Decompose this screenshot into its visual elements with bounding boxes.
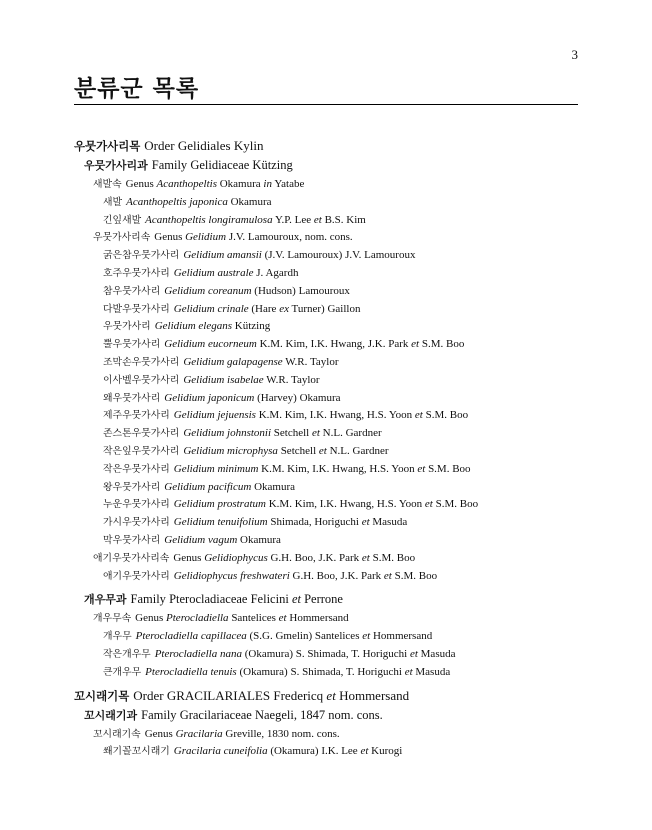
authority: Family Gracilariaceae Naegeli, 1847 nom. cons. xyxy=(141,707,383,722)
taxon-entry xyxy=(93,229,353,243)
taxon-entry xyxy=(103,212,366,226)
korean-name: 호주우뭇가사리 xyxy=(103,268,170,279)
authority: Kützing xyxy=(234,320,271,333)
korean-name: 꼬시래기과 xyxy=(84,708,138,722)
taxon-entry xyxy=(84,707,383,723)
scientific-name: Gelidium crinale xyxy=(173,302,249,315)
korean-name: 개우무과 xyxy=(84,593,127,607)
taxon-entry xyxy=(103,568,437,582)
scientific-name: Pterocladiella tenuis xyxy=(145,665,237,678)
taxon-entry xyxy=(103,664,450,678)
authority: K.M. Kim, I.K. Hwang, H.S. Yoon et S.M. Boo xyxy=(258,409,469,422)
korean-name: 다발우뭇가사리 xyxy=(103,303,170,315)
scientific-name: Gelidium tenuifolium xyxy=(173,516,268,529)
korean-name: 막우뭇가사리 xyxy=(103,535,161,546)
korean-name: 가시우뭇가사리 xyxy=(103,517,170,529)
authority: Genus Gelidiophycus G.H. Boo, J.K. Park et S.M. Boo xyxy=(173,551,416,564)
authority: Shimada, Horiguchi et Masuda xyxy=(270,516,408,529)
korean-name: 우뭇가사리과 xyxy=(84,159,148,172)
korean-name: 제주우뭇가사리 xyxy=(103,410,170,422)
taxon-entry xyxy=(103,194,272,208)
taxon-entry xyxy=(103,532,281,546)
korean-name: 꼬시래기목 xyxy=(74,688,130,703)
korean-name: 이사벨우뭇가사리 xyxy=(103,374,180,386)
taxon-entry xyxy=(74,138,263,154)
korean-name: 애기우뭇가사리 xyxy=(103,570,170,582)
taxon-entry xyxy=(103,265,298,279)
authority: Order Gelidiales Kylin xyxy=(144,138,264,153)
scientific-name: Acanthopeltis longiramulosa xyxy=(145,213,273,226)
authority: (Harvey) Okamura xyxy=(257,391,341,404)
korean-name: 존스톤우뭇가사리 xyxy=(103,428,180,440)
taxon-entry xyxy=(103,336,464,350)
authority: K.M. Kim, I.K. Hwang, H.S. Yoon et S.M. Boo xyxy=(261,462,471,475)
taxon-entry xyxy=(84,591,343,607)
scientific-name: Gracilaria cuneifolia xyxy=(173,745,268,758)
scientific-name: Gelidiophycus freshwateri xyxy=(173,569,290,582)
scientific-name: Pterocladiella capillacea xyxy=(135,630,247,643)
authority: Okamura xyxy=(254,480,296,493)
taxon-entry xyxy=(103,479,295,493)
korean-name: 긴잎새발 xyxy=(103,214,142,226)
taxon-entry xyxy=(103,628,432,642)
korean-name: 작은잎우뭇가사리 xyxy=(103,446,180,457)
authority: (S.G. Gmelin) Santelices et Hommersand xyxy=(249,630,433,643)
scientific-name: Pterocladiella nana xyxy=(154,648,242,660)
scientific-name: Gelidium eucorneum xyxy=(164,338,257,351)
authority: Family Pterocladiaceae Felicini et Perrone xyxy=(130,592,343,607)
authority: Genus Gelidium J.V. Lamouroux, nom. cons. xyxy=(154,231,353,244)
taxon-entry xyxy=(93,176,304,190)
authority: Y.P. Lee et B.S. Kim xyxy=(274,213,366,226)
korean-name: 작은개우무 xyxy=(103,649,151,660)
page-number: 3 xyxy=(571,47,578,62)
scientific-name: Gelidium australe xyxy=(173,267,254,279)
authority: K.M. Kim, I.K. Hwang, J.K. Park et S.M. Boo xyxy=(259,338,465,351)
taxon-entry xyxy=(103,443,389,457)
scientific-name: Gelidium microphysa xyxy=(183,445,278,457)
korean-name: 우뭇가사리속 xyxy=(93,232,151,244)
taxon-entry xyxy=(103,425,382,439)
scientific-name: Gelidium johnstonii xyxy=(183,427,272,440)
korean-name: 쐐기꼴꼬시래기 xyxy=(103,746,170,758)
korean-name: 조막손우뭇가사리 xyxy=(103,357,180,368)
authority: Genus Pterocladiella Santelices et Hommersand xyxy=(135,612,349,625)
korean-name: 꼬시래기속 xyxy=(93,728,141,740)
authority: Setchell et N.L. Gardner xyxy=(273,427,382,440)
korean-name: 큰개우무 xyxy=(103,666,142,678)
scientific-name: Gelidium elegans xyxy=(154,320,232,333)
authority: (Okamura) I.K. Lee et Kurogi xyxy=(270,745,403,758)
scientific-name: Gelidium galapagense xyxy=(183,356,283,368)
authority: (Hare ex Turner) Gaillon xyxy=(251,302,361,315)
authority: (Hudson) Lamouroux xyxy=(254,284,350,297)
taxon-entry xyxy=(93,550,415,564)
korean-name: 애기우뭇가사리속 xyxy=(93,552,170,564)
korean-name: 새발 xyxy=(103,196,123,208)
scientific-name: Gelidium prostratum xyxy=(173,498,266,511)
authority: W.R. Taylor xyxy=(266,373,320,386)
taxon-entry xyxy=(103,318,270,332)
authority: Okamura xyxy=(240,534,281,546)
korean-name: 우뭇가사리목 xyxy=(74,139,141,153)
authority: (Okamura) S. Shimada, T. Horiguchi et Masuda xyxy=(244,648,456,660)
korean-name: 참우뭇가사리 xyxy=(103,285,161,297)
taxon-entry xyxy=(103,407,468,421)
taxon-entry xyxy=(103,496,478,510)
authority: (J.V. Lamouroux) J.V. Lamouroux xyxy=(264,249,416,262)
taxon-entry xyxy=(103,514,407,528)
taxon-entry xyxy=(103,354,339,368)
korean-name: 우뭇가사리 xyxy=(103,321,151,333)
authority: Setchell et N.L. Gardner xyxy=(280,445,389,457)
authority: Order GRACILARIALES Fredericq et Hommersand xyxy=(133,687,410,703)
authority: Genus Acanthopeltis Okamura in Yatabe xyxy=(125,178,305,190)
authority: Okamura xyxy=(230,195,272,208)
taxon-entry xyxy=(93,610,349,624)
scientific-name: Gelidium jejuensis xyxy=(173,409,256,422)
taxon-entry xyxy=(103,301,360,315)
authority: W.R. Taylor xyxy=(285,356,339,368)
korean-name: 개우무속 xyxy=(93,613,132,625)
scientific-name: Gelidium vagum xyxy=(164,534,238,546)
taxon-entry xyxy=(103,247,415,261)
scientific-name: Gelidium minimum xyxy=(173,462,259,475)
scientific-name: Acanthopeltis japonica xyxy=(126,195,228,208)
taxon-entry xyxy=(103,461,471,475)
scientific-name: Gelidium coreanum xyxy=(164,284,252,297)
korean-name: 누운우뭇가사리 xyxy=(103,499,170,511)
scientific-name: Gelidium japonicum xyxy=(164,391,255,404)
scientific-name: Gelidium isabelae xyxy=(183,373,264,386)
korean-name: 뿔우뭇가사리 xyxy=(103,339,161,351)
taxon-entry xyxy=(103,743,402,757)
taxon-entry xyxy=(93,726,340,740)
taxon-entry xyxy=(103,372,320,386)
authority: K.M. Kim, I.K. Hwang, H.S. Yoon et S.M. Boo xyxy=(268,498,479,511)
authority: (Okamura) S. Shimada, T. Horiguchi et Masuda xyxy=(239,665,451,678)
taxon-entry xyxy=(103,646,455,660)
korean-name: 개우무 xyxy=(103,631,132,643)
taxon-entry xyxy=(74,688,409,704)
taxon-entry xyxy=(84,157,293,173)
taxon-entry xyxy=(103,390,341,404)
authority: J. Agardh xyxy=(256,267,299,279)
korean-name: 새발속 xyxy=(93,179,122,190)
korean-name: 왜우뭇가사리 xyxy=(103,392,161,404)
korean-name: 작은우뭇가사리 xyxy=(103,463,170,475)
authority: Genus Gracilaria Greville, 1830 nom. cons. xyxy=(144,727,340,740)
korean-name: 왕우뭇가사리 xyxy=(103,481,161,493)
authority: Family Gelidiaceae Kützing xyxy=(151,158,293,172)
page-title: 분류군 목록 xyxy=(74,76,578,105)
authority: G.H. Boo, J.K. Park et S.M. Boo xyxy=(292,569,438,582)
korean-name: 굵은참우뭇가사리 xyxy=(103,250,180,262)
scientific-name: Gelidium amansii xyxy=(183,249,262,262)
scientific-name: Gelidium pacificum xyxy=(164,480,252,493)
taxon-entry xyxy=(103,283,350,297)
